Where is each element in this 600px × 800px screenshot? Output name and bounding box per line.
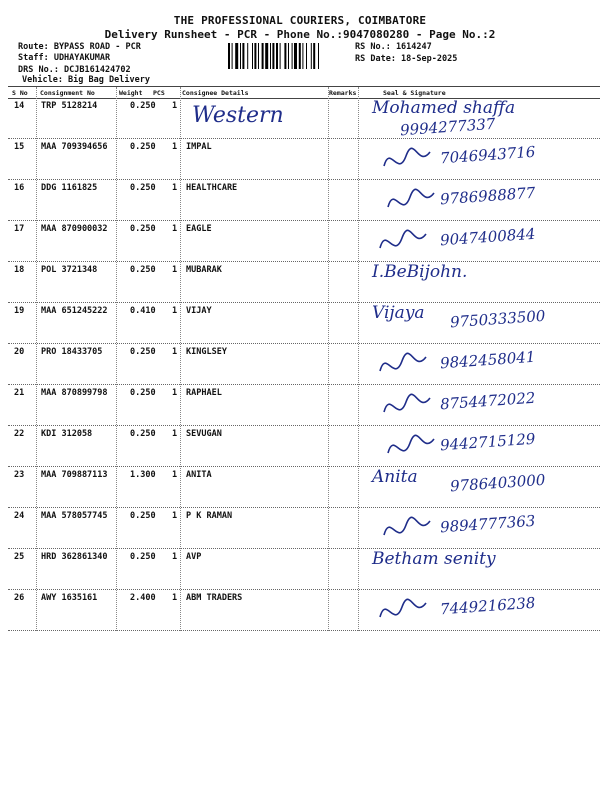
cell-pcs: 1 [172,388,178,398]
cell-pcs: 1 [172,470,178,480]
cell-consignment: PRO 18433705 [41,347,103,357]
cell-sno: 22 [14,429,25,439]
rs-date: RS Date: 18-Sep-2025 [355,54,458,64]
cell-consignee: RAPHAEL [186,388,222,398]
signature-phone: 9842458041 [439,347,536,373]
signature-stroke [384,517,430,535]
cell-sno: 26 [14,593,25,603]
cell-sno: 23 [14,470,25,480]
cell-consignee: EAGLE [186,224,212,234]
cell-weight: 1.300 [130,470,156,480]
signature-phone: 9750333500 [449,306,546,332]
barcode-bar [288,43,289,69]
barcode-bar [272,43,274,69]
signature-stroke [380,230,426,248]
signature-name: Betham senity [372,549,496,569]
barcode-image [228,43,348,69]
signature-phone: 9894777363 [439,511,536,537]
cell-sno: 20 [14,347,25,357]
barcode-bar [240,43,241,69]
cell-consignee: ABM TRADERS [186,593,243,603]
signature-phone: 9786403000 [449,470,546,496]
cell-weight: 0.250 [130,429,156,439]
barcode-bar [254,43,256,69]
barcode-bar [280,43,281,69]
signature-phone: 9994277337 [399,114,496,140]
signature-stroke [384,394,430,412]
cell-consignee: ANITA [186,470,212,480]
cell-consignee: AVP [186,552,202,562]
barcode-bar [313,43,315,69]
barcode-bar [235,43,238,69]
col-header-pcs: PCS [153,89,165,97]
vehicle-info: Vehicle: Big Bag Delivery [22,75,150,85]
cell-sno: 24 [14,511,25,521]
col-header-remarks: Remarks [329,89,357,97]
barcode-bar [252,43,253,69]
barcode-bar [299,43,301,69]
table-top-rule [8,86,600,87]
cell-sno: 25 [14,552,25,562]
staff-info: Staff: UDHAYAKUMAR [18,53,111,63]
drs-number: DRS No.: DCJB161424702 [18,65,131,75]
col-header-seal-signature: Seal & Signature [383,89,446,97]
cell-pcs: 1 [172,429,178,439]
cell-sno: 16 [14,183,25,193]
handwritten-consignee: Western [192,103,284,128]
cell-consignment: POL 3721348 [41,265,98,275]
cell-consignee: IMPAL [186,142,212,152]
barcode-bar [292,43,293,69]
signature-phone: 9442715129 [439,429,536,455]
cell-pcs: 1 [172,347,178,357]
signature-name: Anita [372,467,418,487]
signature-phone: 8754472022 [439,388,536,414]
col-header-consignee: Consignee Details [182,89,249,97]
cell-consignment: MAA 709887113 [41,470,108,480]
barcode-bar [247,43,248,69]
cell-consignment: TRP 5128214 [41,101,98,111]
cell-pcs: 1 [172,306,178,316]
cell-pcs: 1 [172,183,178,193]
cell-consignment: MAA 651245222 [41,306,108,316]
cell-consignment: MAA 709394656 [41,142,108,152]
cell-weight: 0.250 [130,388,156,398]
cell-pcs: 1 [172,142,178,152]
cell-pcs: 1 [172,101,178,111]
cell-consignee: HEALTHCARE [186,183,238,193]
signature-stroke [384,148,430,166]
cell-weight: 0.250 [130,101,156,111]
cell-consignee: SEVUGAN [186,429,222,439]
cell-consignee: VIJAY [186,306,212,316]
cell-weight: 0.250 [130,224,156,234]
cell-weight: 0.250 [130,347,156,357]
barcode-bar [276,43,278,69]
cell-weight: 0.250 [130,552,156,562]
route-info: Route: BYPASS ROAD - PCR [18,42,141,52]
barcode-bar [270,43,271,69]
cell-consignment: AWY 1635161 [41,593,98,603]
runsheet-title: Delivery Runsheet - PCR - Phone No.:9047080280 - Page No.:2 [104,28,496,41]
cell-sno: 14 [14,101,25,111]
col-header-weight: Weight [119,89,143,97]
cell-consignment: DDG 1161825 [41,183,98,193]
signature-stroke [388,435,434,453]
col-header-consignment: Consignment No [40,89,95,97]
cell-consignment: MAA 578057745 [41,511,108,521]
rs-number: RS No.: 1614247 [355,42,432,52]
cell-consignment: MAA 870899798 [41,388,108,398]
barcode-bar [311,43,312,69]
signature-stroke [380,353,426,371]
barcode-bar [258,43,259,69]
cell-sno: 18 [14,265,25,275]
signature-stroke [388,189,434,207]
signature-phone: 9047400844 [439,224,536,250]
cell-consignee: P K RAMAN [186,511,233,521]
cell-weight: 0.250 [130,142,156,152]
company-name: THE PROFESSIONAL COURIERS, COIMBATORE [173,14,427,27]
cell-pcs: 1 [172,224,178,234]
cell-pcs: 1 [172,593,178,603]
barcode-bar [232,43,233,69]
cell-sno: 21 [14,388,25,398]
col-divider [36,87,37,631]
signature-name: Mohamed shaffa [372,98,516,118]
cell-weight: 0.250 [130,511,156,521]
signature-name: Vijaya [372,303,425,323]
barcode-bar [228,43,230,69]
barcode-bar [284,43,286,69]
barcode-bar [318,43,319,69]
signature-name: I.BeBijohn. [372,262,468,282]
col-divider [180,87,181,631]
col-divider [358,87,359,631]
col-header-sno: S No [12,89,28,97]
barcode-bar [262,43,264,69]
cell-sno: 15 [14,142,25,152]
cell-pcs: 1 [172,511,178,521]
cell-weight: 0.410 [130,306,156,316]
cell-consignment: MAA 870900032 [41,224,108,234]
cell-weight: 2.400 [130,593,156,603]
barcode-bar [242,43,244,69]
cell-sno: 17 [14,224,25,234]
barcode-bar [306,43,307,69]
signature-phone: 9786988877 [439,183,536,209]
col-divider [328,87,329,631]
row-separator [8,630,600,631]
col-divider [116,87,117,631]
cell-consignee: KINGLSEY [186,347,227,357]
cell-consignment: KDI 312058 [41,429,93,439]
barcode-bar [294,43,297,69]
barcode-bar [302,43,303,69]
signature-stroke [380,599,426,617]
cell-pcs: 1 [172,552,178,562]
cell-weight: 0.250 [130,265,156,275]
cell-pcs: 1 [172,265,178,275]
cell-weight: 0.250 [130,183,156,193]
signature-phone: 7449216238 [439,593,536,619]
cell-sno: 19 [14,306,25,316]
barcode-bar [265,43,268,69]
cell-consignment: HRD 362861340 [41,552,108,562]
cell-consignee: MUBARAK [186,265,222,275]
signature-phone: 7046943716 [439,142,536,168]
